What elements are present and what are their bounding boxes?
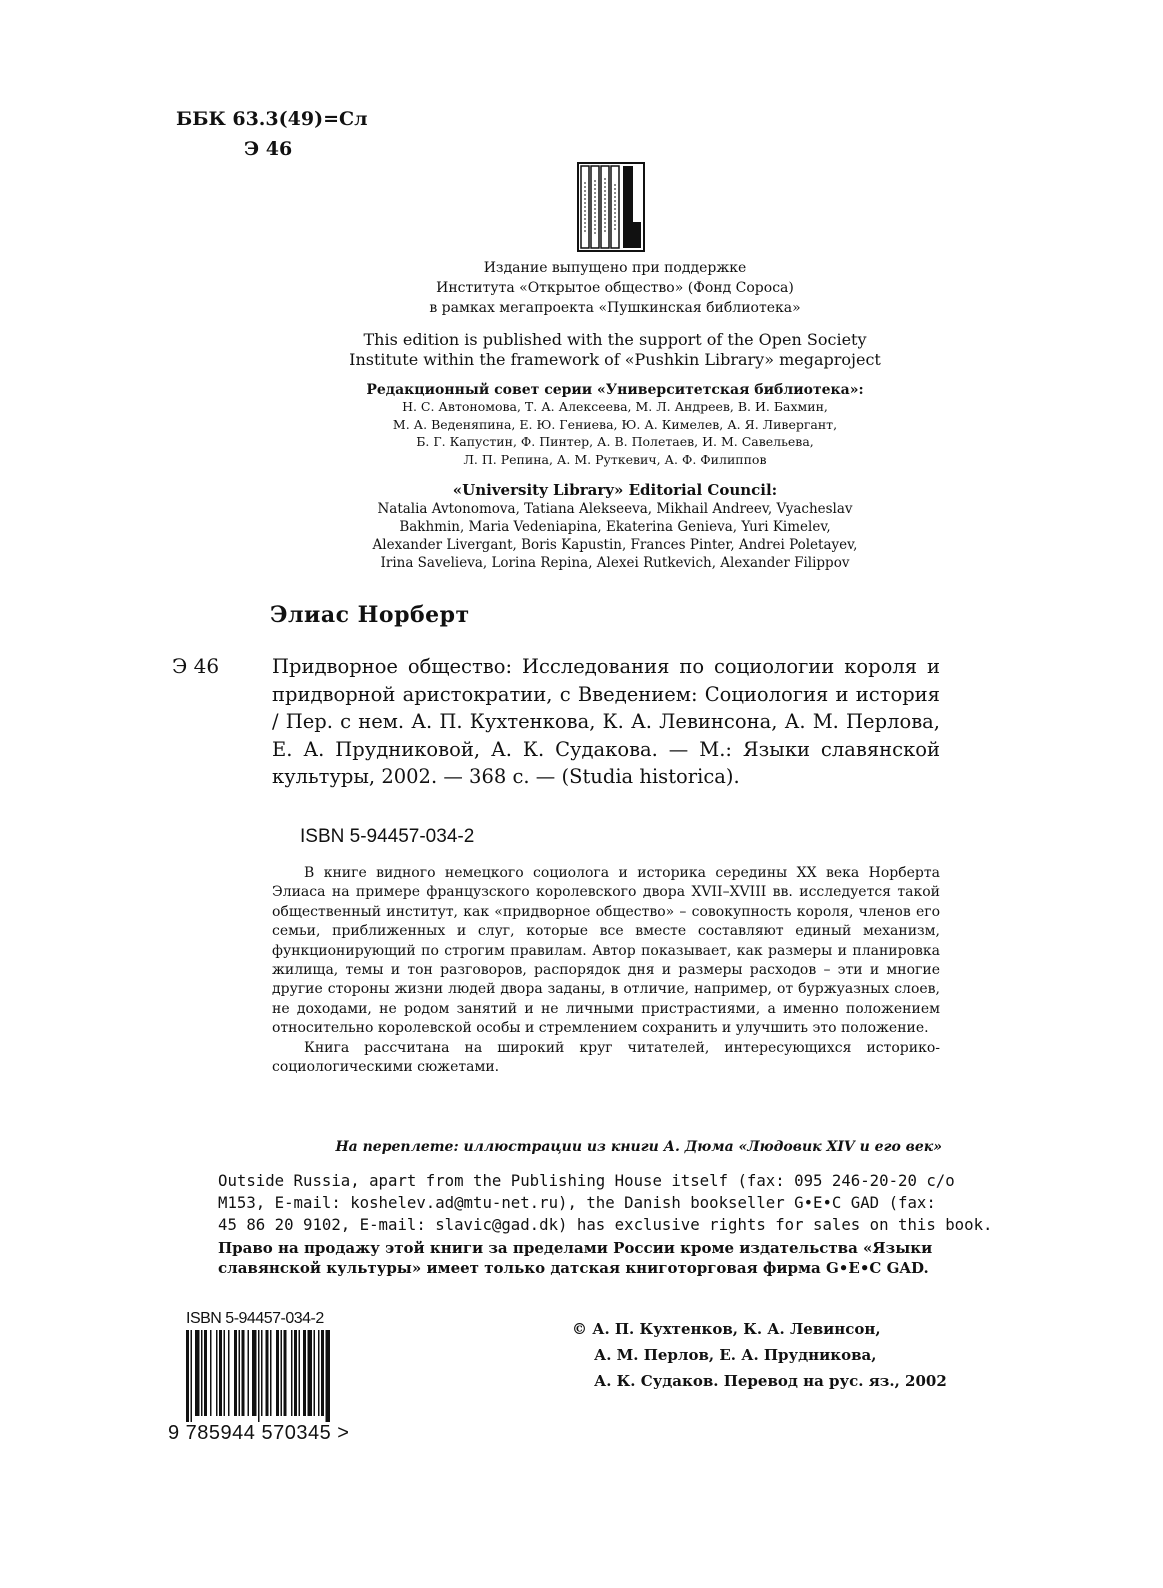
barcode-bar [242, 1330, 245, 1416]
pushkin-library-logo [577, 162, 645, 252]
entry-code: Э 46 [172, 654, 220, 678]
barcode-bar [291, 1330, 293, 1416]
council-en-line: Alexander Livergant, Boris Kapustin, Frances Pinter, Andrei Poletayev, [372, 537, 858, 553]
barcode-bar [326, 1330, 331, 1422]
barcode-bar [270, 1330, 272, 1416]
rights-ru-line: Право на продажу этой книги за пределами России кроме издательства «Языки [218, 1239, 933, 1257]
barcode-bar [266, 1330, 269, 1416]
isbn: ISBN 5-94457-034-2 [300, 826, 475, 847]
barcode-bar [258, 1330, 260, 1422]
barcode-bar [228, 1330, 230, 1416]
barcode-bar [234, 1330, 237, 1416]
rights-en-line: 45 86 20 9102, E-mail: slavic@gad.dk) has exclusive rights for sales on this book. [218, 1215, 993, 1234]
bbk-code: ББК 63.3(49)=Сл [176, 108, 368, 130]
barcode-bar [314, 1330, 316, 1416]
isbn-barcode [168, 1310, 388, 1444]
abstract-paragraph: В книге видного немецкого социолога и историка середины XX века Норберта Элиаса на примере французского королевского двора XVII–XVIII вв. исследуется такой общественный институт, как «придворное общество» – совокупность короля, членов его семьи, приближенных и слуг, которые все вместе составляют единый механизм, функционирующий по строгим правилам. Автор показывает, как размеры и планировка жилища, темы и тон разговоров, распорядок дня и размеры расходов – эти и многие другие стороны жизни людей двора заданы, в отличие, например, от буржуазных слоев, не доходами, не родом занятий и не личными пристрастиями, а именно положением относительно королевской особы и стремлением сохранить и улучшить это положение. [272, 865, 940, 1037]
barcode-bar [321, 1330, 324, 1416]
council-ru-title: Редакционный совет серии «Университетская библиотека»: [366, 382, 864, 398]
barcode-bar [224, 1330, 226, 1416]
barcode-bar [204, 1330, 207, 1416]
support-notice-en [330, 330, 900, 370]
barcode-bar [276, 1330, 279, 1416]
council-ru-line: Н. С. Автономова, Т. А. Алексеева, М. Л. Андреев, В. И. Бахмин, [402, 399, 828, 414]
council-ru-line: М. А. Веденяпина, Е. Ю. Гениева, Ю. А. Кимелев, А. Я. Ливергант, [392, 416, 838, 432]
barcode-bar [308, 1330, 313, 1416]
barcode-bar [299, 1330, 301, 1416]
abstract [272, 864, 940, 1077]
barcode-bar [186, 1330, 189, 1422]
rights-en-line: M153, E-mail: koshelev.ad@mtu-net.ru), the Danish bookseller G•E•C GAD (fax: [218, 1193, 936, 1212]
support-ru-line: в рамках мегапроекта «Пушкинская библиотека» [429, 300, 801, 316]
barcode-bar [201, 1330, 203, 1416]
barcode-bar [195, 1330, 200, 1416]
council-en-line: Bakhmin, Maria Vedeniapina, Ekaterina Genieva, Yuri Kimelev, [399, 519, 831, 535]
author-sign-code: Э 46 [244, 138, 293, 160]
barcode-bar [303, 1330, 306, 1416]
barcode-bar [294, 1330, 297, 1416]
copyright-line: А. К. Судаков. Перевод на рус. яз., 2002 [594, 1372, 947, 1390]
rights-en-line: Outside Russia, apart from the Publishing House itself (fax: 095 246-20-20 c/o [218, 1171, 955, 1190]
support-en-line: Institute within the framework of «Pushkin Library» megaproject [349, 350, 881, 369]
barcode-bar [239, 1330, 241, 1416]
council-ru-members [330, 398, 900, 468]
rights-ru-line: славянской культуры» имеет только датская книготорговая фирма G•E•C GAD. [218, 1259, 929, 1277]
abstract-paragraph: Книга рассчитана на широкий круг читателей, интересующихся историко-социологическими сюжетами. [272, 1039, 940, 1076]
barcode-bar [216, 1330, 218, 1416]
barcode-bar [284, 1330, 287, 1416]
barcode-bar [318, 1330, 320, 1416]
author-name: Элиас Норберт [270, 602, 470, 628]
barcode-bar [248, 1330, 250, 1416]
council-ru-line: Л. П. Репина, А. М. Руткевич, А. Ф. Филиппов [463, 451, 767, 467]
barcode-isbn-label: ISBN 5-94457-034-2 [186, 1310, 324, 1327]
bibliographic-description: Придворное общество: Исследования по социологии короля и придворной аристократии, с Введением: Социология и история / Пер. с нем. А. П. Кухтенкова, К. А. Левинсона, А. М. Перлова, Е. А. Прудниковой, А. К. Судакова. — М.: Языки славянской культуры, 2002. — 368 с. — (Studia historica). [272, 655, 940, 788]
barcode-digits: 9 785944 570345 > [168, 1422, 350, 1444]
barcode-bar [281, 1330, 283, 1416]
council-en-members [330, 500, 900, 572]
barcode-bar [219, 1330, 222, 1416]
rights-notice-en [218, 1170, 993, 1236]
barcode-bar [252, 1330, 257, 1416]
catalog-codes [176, 104, 368, 164]
copyright [572, 1316, 947, 1394]
council-en-title: «University Library» Editorial Council: [452, 481, 778, 499]
barcode-bar [261, 1330, 263, 1416]
council-en-line: Irina Savelieva, Lorina Repina, Alexei Rutkevich, Alexander Filippov [380, 555, 850, 571]
council-en-line: Natalia Avtonomova, Tatiana Alekseeva, Mikhail Andreev, Vyacheslav [377, 501, 853, 517]
support-notice-ru [330, 258, 900, 318]
support-ru-line: Издание выпущено при поддержке [483, 260, 747, 276]
copyright-line: © А. П. Кухтенков, К. А. Левинсон, [572, 1320, 881, 1338]
copyright-line: А. М. Перлов, Е. А. Прудникова, [594, 1346, 877, 1364]
support-en-line: This edition is published with the support of the Open Society [363, 330, 867, 349]
barcode-bar [210, 1330, 212, 1416]
cover-note: На переплете: иллюстрации из книги А. Дюма «Людовик XIV и его век» [335, 1139, 942, 1155]
barcode-bar [191, 1330, 193, 1422]
council-ru-line: Б. Г. Капустин, Ф. Пинтер, А. В. Полетаев, И. М. Савельева, [416, 434, 814, 449]
support-ru-line: Института «Открытое общество» (Фонд Сороса) [436, 280, 794, 296]
rights-notice-ru [218, 1238, 978, 1278]
